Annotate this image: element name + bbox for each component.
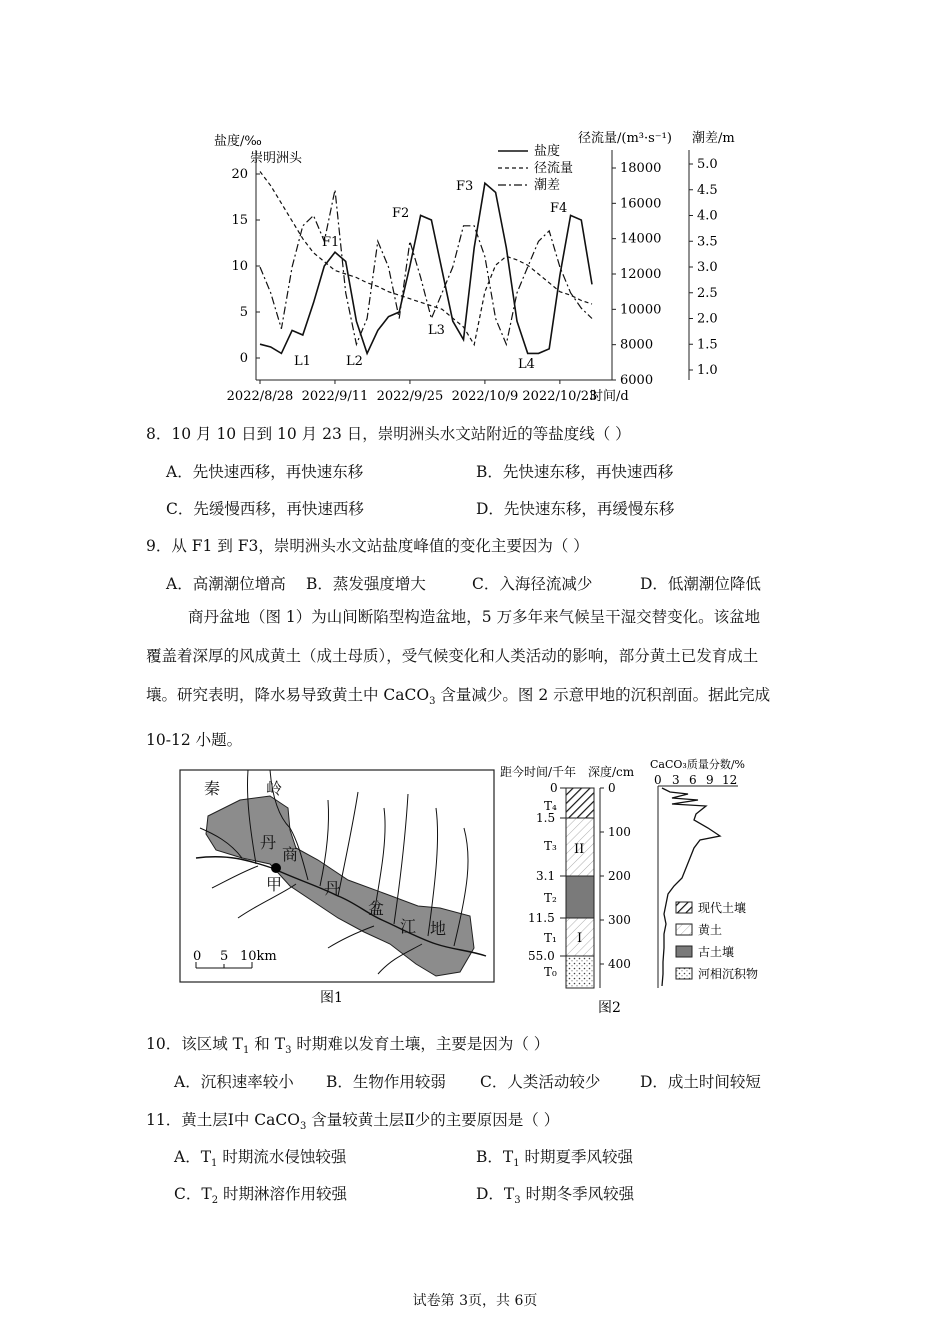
depth-header: 深度/cm bbox=[588, 765, 635, 779]
caco3-header: CaCO₃质量分数/% bbox=[650, 758, 745, 771]
y-right-tick-label: 3.5 bbox=[697, 234, 718, 250]
label-dan-1: 丹 bbox=[260, 833, 277, 852]
period-t2: T₂ bbox=[544, 891, 557, 905]
passage-line-3 bbox=[146, 676, 826, 721]
figure-2-caption: 图2 bbox=[598, 1000, 621, 1016]
passage-line-3a: 壤。研究表明，降水易导致黄土中 CaCO bbox=[146, 686, 430, 704]
q11-a-post: 时期流水侵蚀较强 bbox=[217, 1148, 347, 1166]
q10-option-c[interactable]: C．人类活动较少 bbox=[480, 1073, 601, 1091]
x-tick-label: 2022/10/9 bbox=[451, 389, 519, 404]
y-right-label: 潮差/m bbox=[692, 131, 735, 146]
legend-tidal: 潮差 bbox=[534, 178, 561, 193]
q11-option-c[interactable] bbox=[174, 1182, 347, 1206]
scale-5: 5 bbox=[220, 949, 229, 964]
q10-stem-c: 时期难以发育土壤，主要是因为（ ） bbox=[291, 1035, 550, 1053]
y-mid-tick-label: 18000 bbox=[620, 161, 662, 176]
x-tick-label: 2022/9/11 bbox=[301, 389, 369, 404]
q11-sub: 3 bbox=[299, 1121, 307, 1133]
profile-column bbox=[566, 788, 594, 988]
time-ticks bbox=[560, 788, 566, 956]
q11-d-post: 时期冬季风较强 bbox=[520, 1185, 635, 1203]
q11-stem-b: 含量较黄土层Ⅱ少的主要原因是（ ） bbox=[306, 1111, 560, 1129]
y-left-tick-label: 15 bbox=[231, 213, 248, 228]
q10-sub-3: 3 bbox=[285, 1045, 292, 1057]
y-mid-tick-label: 14000 bbox=[620, 231, 662, 247]
y-right-tick-label: 2.0 bbox=[697, 311, 718, 327]
depth-100: 100 bbox=[608, 825, 631, 839]
q10-stem-a: 10．该区域 T bbox=[146, 1035, 243, 1053]
q10-sub-1: 1 bbox=[243, 1045, 250, 1057]
y-left-tick-label: 0 bbox=[239, 351, 248, 366]
y-left-tick-label: 20 bbox=[231, 167, 248, 182]
label-ling: 岭 bbox=[266, 779, 283, 798]
scale-10: 10km bbox=[240, 949, 277, 964]
q9-option-c[interactable]: C．入海径流减少 bbox=[472, 575, 593, 593]
q9-option-b[interactable]: B．蒸发强度增大 bbox=[306, 575, 426, 593]
depth-300: 300 bbox=[608, 913, 631, 927]
y-mid-tick-label: 6000 bbox=[620, 373, 654, 388]
y-right-ticks bbox=[689, 157, 718, 378]
label-di: 地 bbox=[430, 919, 447, 938]
q10-stem-b: 和 T bbox=[249, 1035, 286, 1053]
q11-a-sub: 1 bbox=[211, 1158, 218, 1170]
caco3-tick-12: 12 bbox=[722, 773, 738, 787]
y-right-tick-label: 4.5 bbox=[697, 182, 718, 198]
q11-stem-a: 11．黄土层Ⅰ中 CaCO bbox=[146, 1111, 300, 1129]
q11-b-sub: 1 bbox=[513, 1158, 520, 1170]
salinity-chart bbox=[200, 120, 760, 410]
legend-modern-soil: 现代土壤 bbox=[698, 901, 747, 915]
passage-line-4: 10-12 小题。 bbox=[146, 731, 243, 750]
legend-river-deposit: 河相沉积物 bbox=[698, 967, 759, 981]
legend-runoff: 径流量 bbox=[534, 161, 574, 176]
y-mid-tick-label: 10000 bbox=[620, 302, 662, 318]
period-t1: T₁ bbox=[544, 931, 557, 945]
time-0: 0 bbox=[550, 781, 558, 795]
caco3-tick-9: 9 bbox=[706, 773, 714, 787]
q10-option-a[interactable]: A．沉积速率较小 bbox=[174, 1073, 294, 1091]
label-qin: 秦 bbox=[204, 779, 221, 798]
x-tick-label: 2022/8/28 bbox=[226, 389, 294, 404]
peak-f4: F4 bbox=[550, 201, 568, 216]
y-mid-tick-label: 12000 bbox=[620, 267, 662, 282]
q8-option-d[interactable]: D．先快速东移，再缓慢东移 bbox=[476, 500, 675, 518]
q11-d-pre: D．T bbox=[476, 1185, 515, 1203]
y-mid-ticks bbox=[612, 161, 661, 388]
y-right-tick-label: 5.0 bbox=[697, 157, 718, 172]
time-4: 55.0 bbox=[528, 949, 555, 963]
question-9-stem: 9．从 F1 到 F3，崇明洲头水文站盐度峰值的变化主要因为（ ） bbox=[146, 537, 589, 555]
y-mid-tick-label: 16000 bbox=[620, 196, 662, 212]
passage-line-1: 商丹盆地（图 1）为山间断陷型构造盆地，5 万多年来气候呈干湿交替变化。该盆地 bbox=[188, 608, 761, 626]
depth-0: 0 bbox=[608, 781, 616, 795]
q10-option-b[interactable]: B．生物作用较弱 bbox=[326, 1073, 446, 1091]
period-t0: T₀ bbox=[544, 965, 557, 979]
y-mid-label: 径流量/(m³·s⁻¹) bbox=[578, 131, 672, 146]
x-ticks bbox=[227, 380, 598, 404]
time-3: 11.5 bbox=[528, 911, 555, 925]
label-jia: 甲 bbox=[266, 875, 283, 894]
legend-salinity: 盐度 bbox=[534, 144, 561, 159]
label-shang: 商 bbox=[282, 845, 299, 864]
chart-legend bbox=[498, 143, 573, 193]
time-2: 3.1 bbox=[536, 869, 556, 883]
q11-option-d[interactable] bbox=[476, 1182, 634, 1206]
site-jia-marker bbox=[271, 863, 281, 873]
period-t3: T₃ bbox=[544, 839, 557, 853]
label-pen: 盆 bbox=[368, 899, 385, 918]
y-right-tick-label: 1.5 bbox=[697, 337, 718, 353]
peak-f3: F3 bbox=[456, 179, 474, 194]
series-runoff-line bbox=[260, 172, 592, 345]
q8-option-c[interactable]: C．先缓慢西移，再快速西移 bbox=[166, 500, 364, 518]
y-left-tick-label: 10 bbox=[231, 259, 248, 274]
passage-line-3b: 含量减少。图 2 示意甲地的沉积剖面。据此完成 bbox=[435, 686, 771, 704]
q11-b-pre: B．T bbox=[476, 1148, 514, 1166]
profile-legend bbox=[676, 900, 758, 981]
passage bbox=[146, 598, 826, 760]
x-tick-label: 2022/9/25 bbox=[376, 389, 444, 404]
layer-paleosol bbox=[566, 876, 594, 918]
period-t4: T₄ bbox=[544, 799, 557, 813]
peak-f2: F2 bbox=[392, 206, 410, 221]
question-10-stem bbox=[146, 1032, 549, 1056]
legend-loess: 黄土 bbox=[698, 923, 723, 937]
q11-d-sub: 3 bbox=[514, 1195, 521, 1207]
series-tidal-range-line bbox=[260, 190, 592, 344]
depth-200: 200 bbox=[608, 869, 631, 883]
q11-a-pre: A．T bbox=[174, 1148, 212, 1166]
legend-paleosol: 古土壤 bbox=[698, 945, 735, 959]
layer-label-II: II bbox=[574, 842, 585, 857]
x-tick-label: 2022/10/23 bbox=[522, 389, 598, 404]
y-left-tick-label: 5 bbox=[239, 305, 248, 320]
caco3-tick-6: 6 bbox=[689, 773, 697, 787]
depth-400: 400 bbox=[608, 957, 631, 971]
q8-option-a[interactable]: A．先快速西移，再快速东移 bbox=[166, 463, 364, 481]
q11-option-a[interactable] bbox=[174, 1145, 346, 1169]
time-header: 距今时间/千年 bbox=[500, 765, 577, 779]
y-right-tick-label: 3.0 bbox=[697, 260, 718, 275]
passage-line-2: 覆盖着深厚的风成黄土（成土母质），受气候变化和人类活动的影响，部分黄土已发育成土 bbox=[146, 647, 759, 665]
question-8-stem: 8．10 月 10 日到 10 月 23 日，崇明洲头水文站附近的等盐度线（ ） bbox=[146, 425, 631, 443]
caco3-tick-0: 0 bbox=[654, 773, 662, 787]
y-left-label: 盐度/‰ bbox=[214, 134, 262, 149]
low-l1: L1 bbox=[294, 354, 311, 369]
q9-option-a[interactable]: A．高潮潮位增高 bbox=[166, 575, 286, 593]
time-1: 1.5 bbox=[536, 811, 556, 825]
q11-c-post: 时期淋溶作用较强 bbox=[218, 1185, 348, 1203]
q11-option-b[interactable] bbox=[476, 1145, 633, 1169]
x-axis-label: 时间/d bbox=[590, 389, 629, 404]
layer-label-I: I bbox=[577, 931, 583, 946]
series-salinity-line bbox=[260, 183, 592, 353]
question-11-stem bbox=[146, 1108, 559, 1132]
figure-2-profile bbox=[498, 752, 798, 1022]
y-right-tick-label: 2.5 bbox=[697, 285, 718, 301]
figure-1-caption: 图1 bbox=[320, 990, 343, 1006]
q11-b-post: 时期夏季风较强 bbox=[519, 1148, 634, 1166]
y-mid-tick-label: 8000 bbox=[620, 337, 654, 353]
figure-1-map bbox=[178, 768, 498, 1008]
page-footer: 试卷第 3页，共 6页 bbox=[412, 1293, 538, 1309]
q9-option-d[interactable]: D．低潮潮位降低 bbox=[640, 575, 761, 593]
q10-option-d[interactable]: D．成土时间较短 bbox=[640, 1073, 761, 1091]
peak-f1: F1 bbox=[322, 235, 340, 250]
low-l4: L4 bbox=[518, 357, 535, 372]
y-right-tick-label: 1.0 bbox=[697, 363, 718, 378]
q8-option-b[interactable]: B．先快速东移，再快速西移 bbox=[476, 463, 674, 481]
station-label: 崇明洲头 bbox=[250, 151, 303, 166]
layer-modern-soil bbox=[566, 788, 594, 818]
low-l2: L2 bbox=[346, 354, 363, 369]
q11-c-sub: 2 bbox=[211, 1195, 219, 1207]
layer-river-deposit bbox=[566, 956, 594, 988]
passage-sub-3: 3 bbox=[429, 696, 436, 708]
depth-axis bbox=[600, 788, 604, 988]
label-dan-2: 丹 bbox=[324, 879, 341, 898]
label-jiang: 江 bbox=[400, 917, 417, 936]
scale-0: 0 bbox=[193, 949, 202, 964]
caco3-tick-3: 3 bbox=[672, 773, 680, 787]
y-right-tick-label: 4.0 bbox=[697, 208, 718, 224]
low-l3: L3 bbox=[428, 323, 445, 338]
q11-c-pre: C．T bbox=[174, 1185, 212, 1203]
